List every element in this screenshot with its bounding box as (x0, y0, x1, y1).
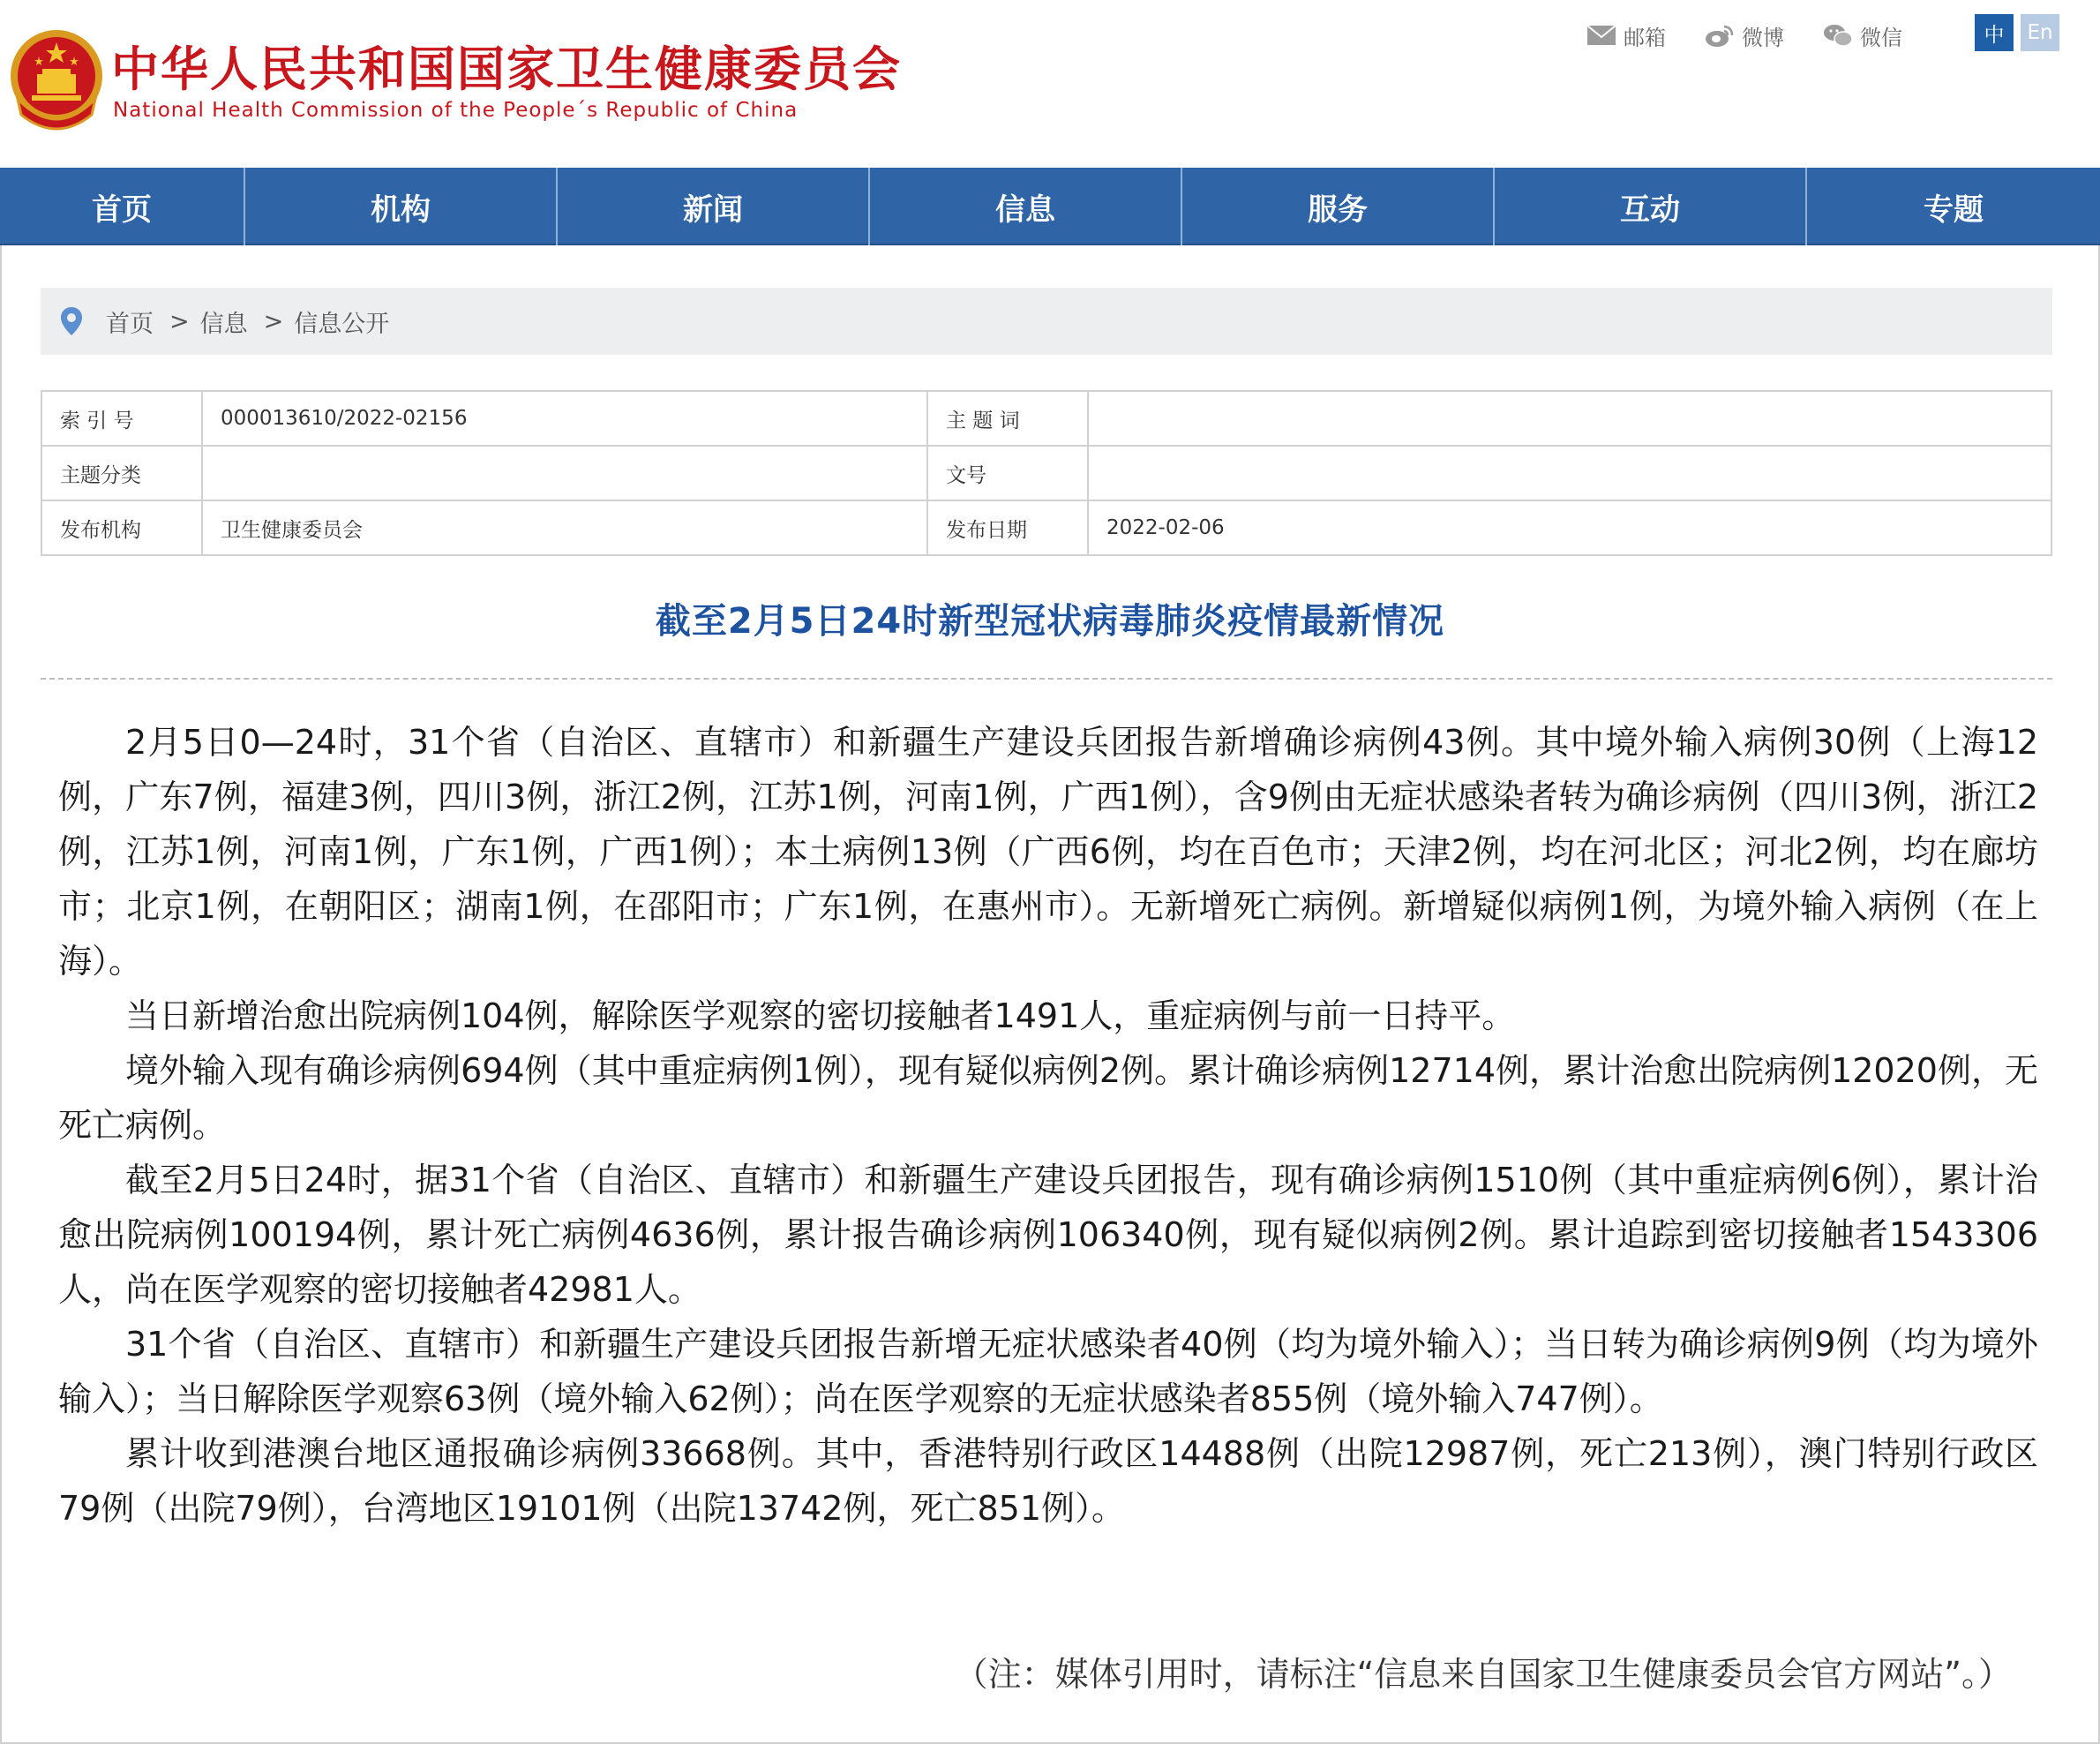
nav-item-services[interactable]: 服务 (1182, 168, 1495, 245)
weibo-icon (1705, 23, 1735, 48)
media-citation-note: （注：媒体引用时，请标注“信息来自国家卫生健康委员会官方网站”。） (954, 1655, 2012, 1694)
site-title-en[interactable]: National Health Commission of the People´s Republic of China (113, 99, 799, 122)
article-title: 截至2月5日24时新型冠状病毒肺炎疫情最新情况 (655, 601, 1445, 642)
mail-label: 邮箱 (1624, 25, 1666, 50)
title-divider (41, 678, 2052, 680)
breadcrumb-information[interactable]: 信息 (199, 310, 248, 338)
wechat-label: 微信 (1860, 25, 1902, 50)
nav-item-information[interactable]: 信息 (870, 168, 1182, 245)
location-pin-icon (60, 306, 83, 336)
meta-label-publish-date: 发布日期 (927, 500, 1088, 555)
national-emblem-icon[interactable] (7, 26, 106, 136)
article-paragraph: 累计收到港澳台地区通报确诊病例33668例。其中，香港特别行政区14488例（出院12987例，死亡213例），澳门特别行政区79例（出院79例），台湾地区19101例（出院13742例，死亡851例）。 (58, 1434, 2038, 1528)
article-paragraph: 2月5日0—24时，31个省（自治区、直辖市）和新疆生产建设兵团报告新增确诊病例43例。其中境外输入病例30例（上海12例，广东7例，福建3例，四川3例，浙江2例，江苏1例，河南1例，广西1例），含9例由无症状感染者转为确诊病例（四川3例，浙江2例，江苏1例，河南1例，广东1例，广西1例）；本土病例13例（广西6例，均在百色市；天津2例，均在河北区；河北2例，均在廊坊市；北京1例，在朝阳区；湖南1例，在邵阳市；广东1例，在惠州市）。无新增死亡病例。新增疑似病例1例，为境外输入病例（在上海）。 (58, 723, 2038, 981)
meta-value-publisher: 卫生健康委员会 (202, 500, 927, 555)
article-paragraph: 截至2月5日24时，据31个省（自治区、直辖市）和新疆生产建设兵团报告，现有确诊病例1510例（其中重症病例6例），累计治愈出院病例100194例，累计死亡病例4636例，累计报告确诊病例106340例，现有疑似病例2例。累计追踪到密切接触者1543306人，尚在医学观察的密切接触者42981人。 (58, 1161, 2038, 1309)
table-row (41, 446, 2051, 500)
site-title-cn[interactable]: 中华人民共和国国家卫生健康委员会 (111, 41, 902, 97)
document-meta-table (41, 390, 2052, 556)
article-paragraph: 当日新增治愈出院病例104例，解除医学观察的密切接触者1491人，重症病例与前一日持平。 (125, 996, 1516, 1035)
main-nav (0, 168, 2100, 245)
table-row (41, 391, 2051, 446)
breadcrumb (41, 288, 2052, 355)
lang-cn-button[interactable]: 中 (1975, 14, 2014, 51)
wechat-icon (1823, 23, 1853, 48)
breadcrumb-separator: > (169, 307, 190, 335)
article-body (58, 715, 2038, 1536)
breadcrumb-home[interactable]: 首页 (106, 310, 154, 338)
meta-value-keywords (1088, 391, 2051, 446)
meta-label-doc-number: 文号 (927, 446, 1088, 500)
breadcrumb-disclosure[interactable]: 信息公开 (294, 310, 390, 338)
weibo-label: 微博 (1742, 25, 1784, 50)
meta-value-doc-number (1088, 446, 2051, 500)
nav-item-institutions[interactable]: 机构 (245, 168, 558, 245)
site-header (0, 0, 2100, 168)
nav-item-topics[interactable]: 专题 (1924, 192, 1984, 228)
nav-item-interaction[interactable]: 互动 (1495, 168, 1807, 245)
weibo-link[interactable] (1705, 20, 1784, 51)
meta-label-keywords: 主 题 词 (927, 391, 1088, 446)
meta-label-category: 主题分类 (41, 446, 202, 500)
breadcrumb-separator: > (263, 307, 284, 335)
mail-link[interactable] (1586, 20, 1666, 51)
meta-value-index-number: 000013610/2022-02156 (202, 391, 927, 446)
wechat-link[interactable] (1823, 20, 1902, 51)
table-row (41, 500, 2051, 555)
meta-value-category (202, 446, 927, 500)
nav-item-news[interactable]: 新闻 (558, 168, 870, 245)
nav-item-home[interactable]: 首页 (0, 168, 245, 245)
mail-icon (1586, 25, 1616, 46)
top-links (1586, 18, 1941, 53)
lang-en-button[interactable]: En (2021, 14, 2059, 51)
article-paragraph: 31个省（自治区、直辖市）和新疆生产建设兵团报告新增无症状感染者40例（均为境外输入）；当日转为确诊病例9例（均为境外输入）；当日解除医学观察63例（境外输入62例）；尚在医学观察的无症状感染者855例（境外输入747例）。 (58, 1325, 2038, 1418)
meta-label-publisher: 发布机构 (41, 500, 202, 555)
meta-label-index-number: 索 引 号 (41, 391, 202, 446)
language-switcher (1968, 14, 2059, 51)
article-paragraph: 境外输入现有确诊病例694例（其中重症病例1例），现有疑似病例2例。累计确诊病例12714例，累计治愈出院病例12020例，无死亡病例。 (58, 1051, 2038, 1145)
meta-value-publish-date: 2022-02-06 (1088, 500, 2051, 555)
